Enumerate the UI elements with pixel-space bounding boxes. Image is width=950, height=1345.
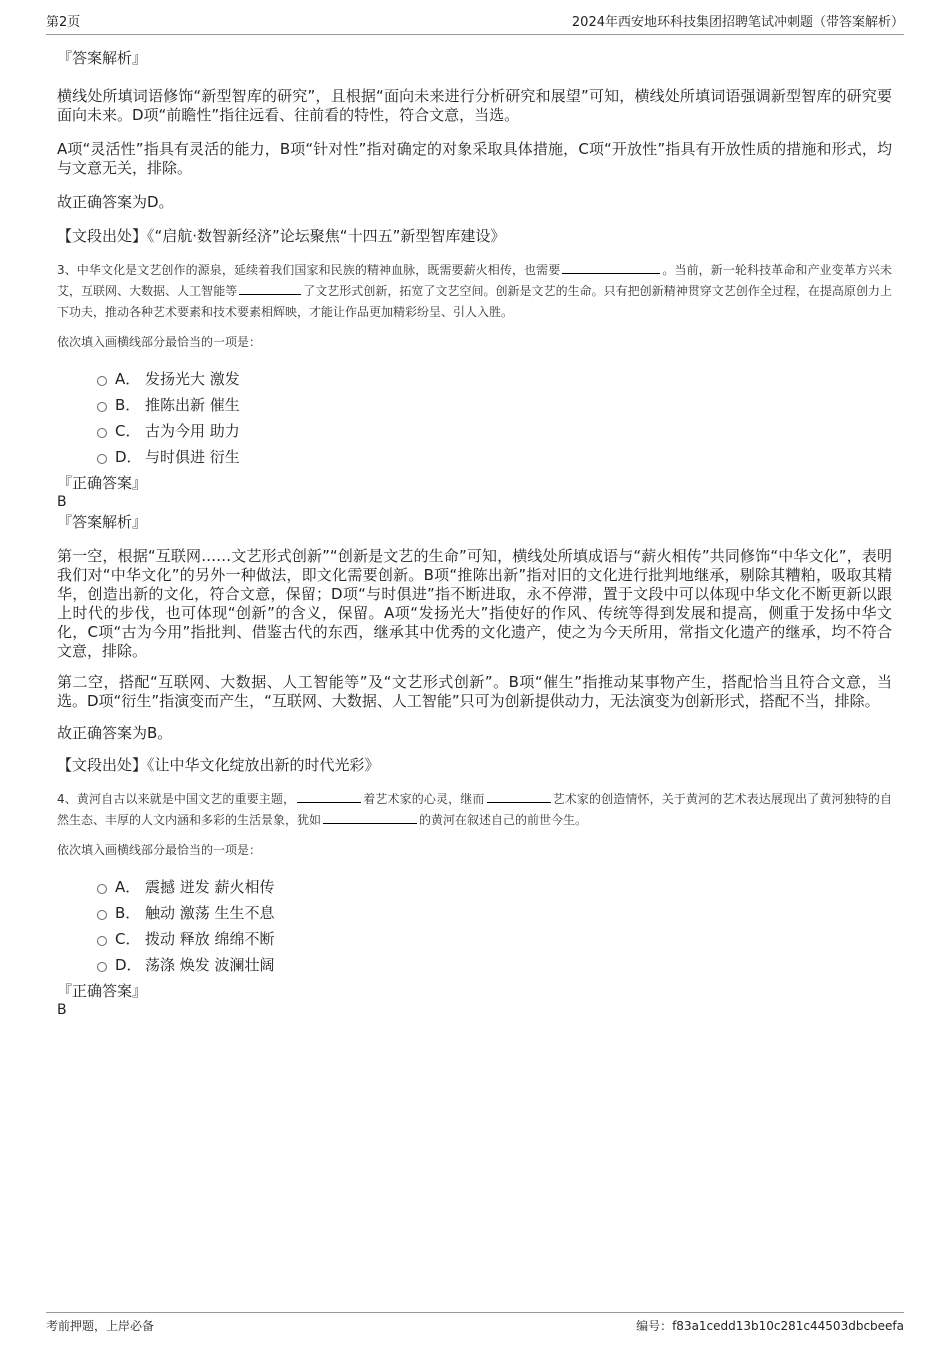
q3-option-b[interactable]: B． 推陈出新 催生 [97, 392, 892, 418]
footer-slogan: 考前押题，上岸必备 [46, 1319, 155, 1333]
q3-option-d[interactable]: D． 与时俱进 衍生 [97, 444, 892, 470]
q3-instruction: 依次填入画横线部分最恰当的一项是： [57, 335, 262, 349]
q4-instruction: 依次填入画横线部分最恰当的一项是： [57, 843, 262, 857]
q3-stem-part3: 了文艺形式创新，拓宽了文艺空间。创新是文艺的生命。只有把创新精神贯穿文艺创作全过程，在提高原创力上下功夫，推动各种艺术要素和技术要素相辉映，才能让作品更加精彩纷呈、引人入胜。 [57, 284, 892, 319]
q4-blank-1 [297, 790, 361, 803]
q3-options [97, 366, 892, 470]
q4-option-a[interactable]: A． 震撼 迸发 薪火相传 [97, 874, 892, 900]
q4-stem-part3: 艺术家的创造情怀，关于黄河的艺术表达展现出了黄河独特的自然生态、丰厚的人文内涵和多彩的生活景象，犹如 [57, 792, 892, 827]
q4-stem-part2: 着艺术家的心灵，继而 [363, 792, 485, 806]
q4-option-d[interactable]: D． 荡涤 焕发 波澜壮阔 [97, 952, 892, 978]
q3-option-a[interactable]: A． 发扬光大 激发 [97, 366, 892, 392]
q4-stem-part4: 的黄河在叙述自己的前世今生。 [419, 813, 588, 827]
q4-answer: B [57, 1002, 67, 1018]
q2-analysis-label: 『答案解析』 [57, 49, 148, 67]
q3-source: 【文段出处】《让中华文化绽放出新的时代光彩》 [57, 756, 380, 774]
q3-stem-part1: 3、中华文化是文艺创作的源泉，延续着我们国家和民族的精神血脉，既需要薪火相传，也需要 [57, 263, 561, 277]
page-header [46, 14, 904, 35]
q4-answer-label: 『正确答案』 [57, 982, 148, 1000]
page-content [57, 40, 892, 1019]
document-code: 编号：f83a1cedd13b10c281c44503dbcbeefa [636, 1319, 904, 1333]
q2-source: 【文段出处】《“启航·数智新经济”论坛聚焦“十四五”新型智库建设》 [57, 227, 506, 245]
q3-analysis-p2: 第二空，搭配“互联网、大数据、人工智能等”及“文艺形式创新”。B项“催生”指推动某事物产生，搭配恰当且符合文意，当选。D项“衍生”指演变而产生，“互联网、大数据、人工智能”只可为创新提供动力，无法演变为创新形式，搭配不当，排除。 [57, 673, 892, 710]
q2-analysis-p1: 横线处所填词语修饰“新型智库的研究”，且根据“面向未来进行分析研究和展望”可知，横线处所填词语强调新型智库的研究要面向未来。D项“前瞻性”指往远看、往前看的特性，符合文意，当选。 [57, 87, 892, 124]
q4-blank-3 [323, 811, 417, 824]
q2-analysis-p2: A项“灵活性”指具有灵活的能力，B项“针对性”指对确定的对象采取具体措施，C项“开放性”指具有开放性质的措施和形式，均与文意无关，排除。 [57, 140, 892, 177]
radio-icon[interactable] [97, 376, 107, 386]
q3-blank-1 [562, 261, 660, 274]
q3-answer-label: 『正确答案』 [57, 474, 148, 492]
page-footer [46, 1312, 904, 1335]
q4-stem [57, 789, 892, 831]
radio-icon[interactable] [97, 884, 107, 894]
radio-icon[interactable] [97, 910, 107, 920]
radio-icon[interactable] [97, 962, 107, 972]
radio-icon[interactable] [97, 454, 107, 464]
q3-analysis-p1: 第一空，根据“互联网……文艺形式创新”“创新是文艺的生命”可知，横线处所填成语与“薪火相传”共同修饰“中华文化”，表明我们对“中华文化”的另外一种做法，即文化需要创新。B项“推陈出新”指对旧的文化进行批判地继承，剔除其糟粕，吸取其精华，创造出新的文化，符合文意，保留；D项“与时俱进”指不断进取，永不停滞，置于文段中可以体现中华文化不断更新以跟上时代的步伐，也可体现“创新”的含义，保留。A项“发扬光大”指使好的作风、传统等得到发展和提高，侧重于发扬中华文化，C项“古为今用”指批判、借鉴古代的东西，继承其中优秀的文化遗产，使之为今天所用，常指文化遗产的继承，均不符合文意，排除。 [57, 547, 892, 660]
radio-icon[interactable] [97, 402, 107, 412]
q3-stem-part2: 。当前，新一轮科技革命和产业变革方兴未艾，互联网、大数据、人工智能等 [57, 263, 892, 298]
q3-conclusion: 故正确答案为B。 [57, 724, 173, 742]
q4-stem-part1: 4、黄河自古以来就是中国文艺的重要主题， [57, 792, 296, 806]
q4-options [97, 874, 892, 978]
q3-analysis-label: 『答案解析』 [57, 513, 148, 531]
q3-blank-2 [239, 282, 301, 295]
q3-stem [57, 260, 892, 323]
radio-icon[interactable] [97, 936, 107, 946]
q4-blank-2 [487, 790, 551, 803]
q3-answer: B [57, 494, 67, 510]
page-number: 第2页 [46, 15, 81, 30]
q4-option-c[interactable]: C． 拨动 释放 绵绵不断 [97, 926, 892, 952]
document-title: 2024年西安地环科技集团招聘笔试冲刺题（带答案解析） [571, 15, 904, 30]
q4-option-b[interactable]: B． 触动 激荡 生生不息 [97, 900, 892, 926]
radio-icon[interactable] [97, 428, 107, 438]
q3-option-c[interactable]: C． 古为今用 助力 [97, 418, 892, 444]
q2-conclusion: 故正确答案为D。 [57, 193, 174, 211]
